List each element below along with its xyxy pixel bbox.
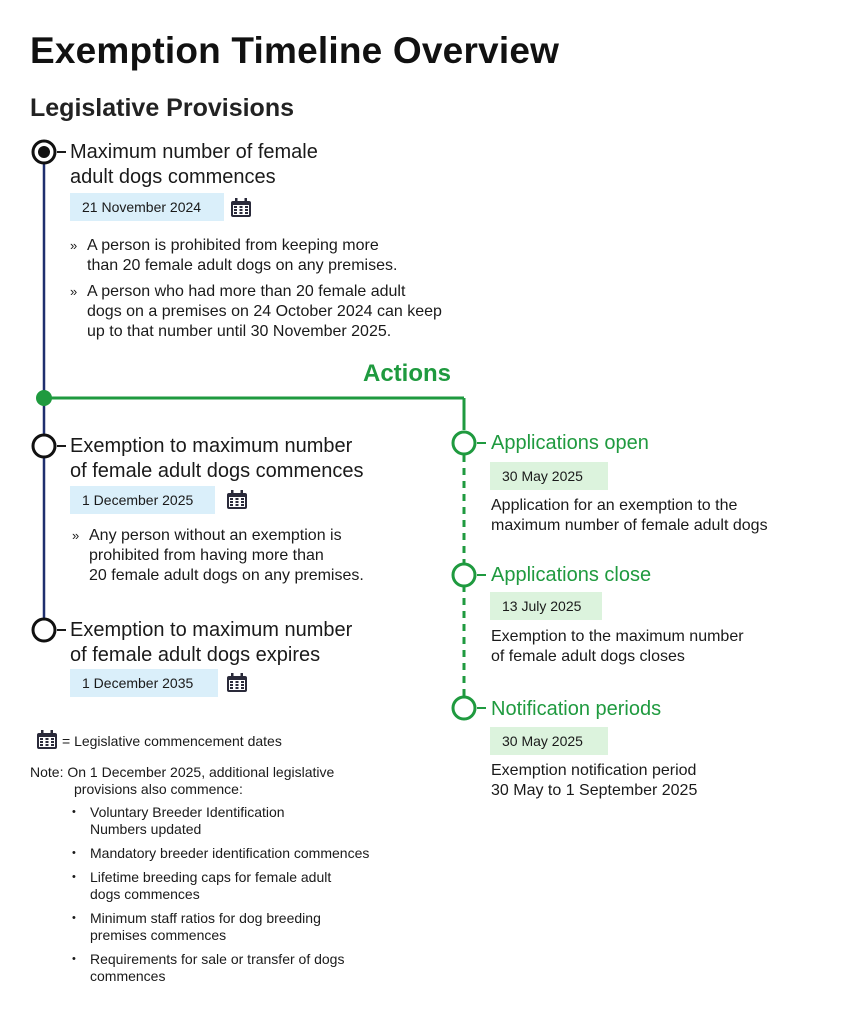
note-list: [30, 804, 369, 985]
section-subtitle: Legislative Provisions: [30, 94, 294, 122]
note-heading-cont: provisions also commence:: [74, 781, 243, 797]
date-badge: 13 July 2025: [490, 592, 602, 620]
calendar-icon: [230, 198, 252, 218]
date-badge: 30 May 2025: [490, 727, 608, 755]
action-title: Applications close: [491, 564, 652, 586]
bullet-item: » Any person without an exemption is prohibited from having more than 20 female adult dogs on any premises.: [72, 526, 364, 586]
calendar-icon: [226, 490, 248, 510]
calendar-icon: [226, 673, 248, 693]
note-item: • Mandatory breeder identification commences: [70, 845, 369, 862]
action-description: Exemption notification period 30 May to 1 September 2025: [491, 762, 698, 799]
action-node: [453, 564, 475, 586]
legislative-event-title: Exemption to maximum number of female adult dogs commences: [70, 435, 364, 482]
timeline-node: [33, 619, 55, 641]
action-description: Exemption to the maximum number of female adult dogs closes: [491, 628, 744, 665]
date-badge: 1 December 2025: [70, 486, 215, 514]
page-title: Exemption Timeline Overview: [30, 30, 560, 71]
bullet-list: [70, 236, 442, 348]
legend-text: = Legislative commencement dates: [62, 733, 282, 749]
note-item: • Requirements for sale or transfer of dogs commences: [70, 951, 369, 985]
note-item: • Voluntary Breeder Identification Numbers updated: [70, 804, 369, 838]
note: [30, 764, 369, 992]
legend: [36, 730, 282, 750]
action-title: Notification periods: [491, 698, 662, 720]
legislative-event-title: Maximum number of female adult dogs commences: [70, 141, 318, 188]
actions-junction-dot: [36, 390, 52, 406]
action-node: [453, 432, 475, 454]
timeline-node-active-center: [38, 146, 50, 158]
date-badge: 1 December 2035: [70, 669, 218, 697]
action-description: Application for an exemption to the maximum number of female adult dogs: [491, 497, 768, 534]
action-node: [453, 697, 475, 719]
bullet-item: » A person who had more than 20 female adult dogs on a premises on 24 October 2024 can keep up to that number until 30 November 2025.: [70, 282, 442, 342]
legislative-event-title: Exemption to maximum number of female adult dogs expires: [70, 619, 353, 666]
bullet-list: [72, 526, 364, 592]
date-badge: 30 May 2025: [490, 462, 608, 490]
note-item: • Minimum staff ratios for dog breeding premises commences: [70, 910, 369, 944]
actions-label: Actions: [363, 360, 452, 387]
timeline-node: [33, 435, 55, 457]
note-item: • Lifetime breeding caps for female adult dogs commences: [70, 869, 369, 903]
bullet-item: » A person is prohibited from keeping more than 20 female adult dogs on any premises.: [70, 236, 442, 276]
date-badge: 21 November 2024: [70, 193, 224, 221]
calendar-icon: [36, 730, 58, 750]
action-title: Applications open: [491, 432, 649, 454]
note-heading: Note: On 1 December 2025, additional legislative: [30, 764, 335, 780]
